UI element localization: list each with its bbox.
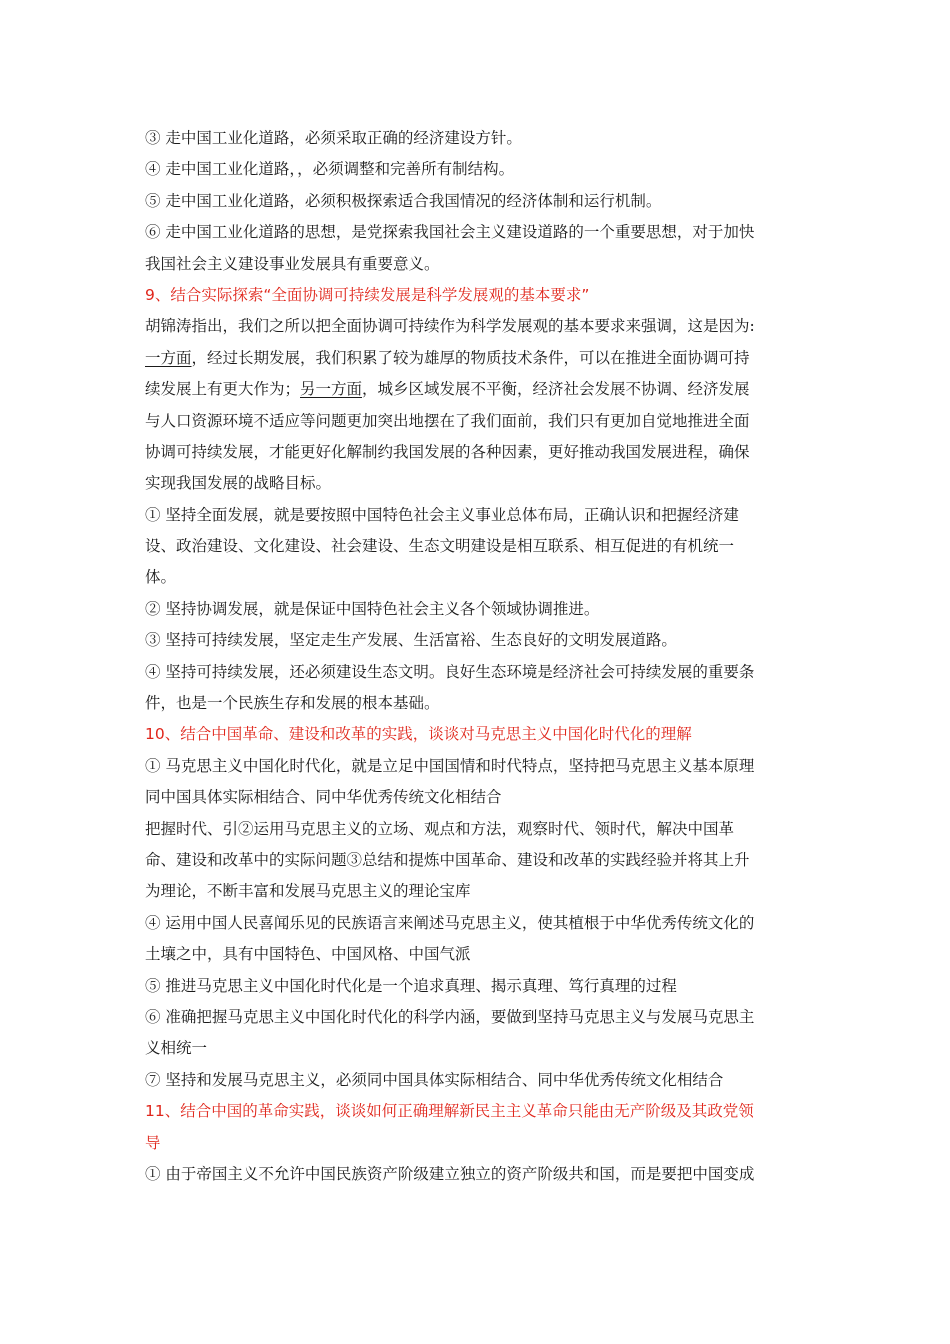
text-line	[145, 374, 810, 405]
text-run: 我国社会主义建设事业发展具有重要意义。	[145, 254, 440, 273]
text-run: ④ 运用中国人民喜闻乐见的民族语言来阐述马克思主义，使其植根于中华优秀传统文化的	[145, 913, 755, 932]
text-run: 为理论，不断丰富和发展马克思主义的理论宝库	[145, 882, 471, 901]
text-run: 土壤之中，具有中国特色、中国风格、中国气派	[145, 945, 471, 964]
text-line	[145, 1002, 810, 1033]
text-line	[145, 186, 810, 217]
text-run: 义相统一	[145, 1039, 208, 1058]
text-line	[145, 154, 810, 185]
text-run: ① 马克思主义中国化时代化，就是立足中国国情和时代特点，坚持把马克思主义基本原理	[145, 756, 755, 775]
underlined-phrase: 另一方面	[300, 380, 363, 399]
text-run: 10、结合中国革命、建设和改革的实践，谈谈对马克思主义中国化时代化的理解	[145, 725, 692, 744]
text-run: ⑦ 坚持和发展马克思主义，必须同中国具体实际相结合、同中华优秀传统文化相结合	[145, 1070, 724, 1089]
text-run: ⑥ 准确把握马克思主义中国化时代化的科学内涵，要做到坚持马克思主义与发展马克思主	[145, 1007, 755, 1026]
text-line	[145, 1159, 810, 1190]
text-run: ② 坚持协调发展，就是保证中国特色社会主义各个领域协调推进。	[145, 599, 600, 618]
text-line	[145, 311, 810, 342]
section-heading	[145, 719, 810, 750]
text-run: 胡锦涛指出，我们之所以把全面协调可持续作为科学发展观的基本要求来强调，这是因为:	[145, 317, 755, 336]
text-run: 与人口资源环境不适应等问题更加突出地摆在了我们面前，我们只有更加自觉地推进全面	[145, 411, 750, 430]
text-line	[145, 845, 810, 876]
text-run: 协调可持续发展，才能更好化解制约我国发展的各种因素，更好推动我国发展进程，确保	[145, 442, 750, 461]
text-run: ③ 坚持可持续发展，坚定走生产发展、生活富裕、生态良好的文明发展道路。	[145, 631, 677, 650]
text-run: ① 坚持全面发展，就是要按照中国特色社会主义事业总体布局，正确认识和把握经济建	[145, 505, 739, 524]
text-run: 把握时代、引②运用马克思主义的立场、观点和方法，观察时代、领时代，解决中国革	[145, 819, 735, 838]
text-line	[145, 343, 810, 374]
text-line	[145, 908, 810, 939]
text-line	[145, 531, 810, 562]
section-heading	[145, 1128, 810, 1159]
text-run: 体。	[145, 568, 177, 587]
text-line	[145, 217, 810, 248]
text-line	[145, 594, 810, 625]
text-line	[145, 971, 810, 1002]
text-run: ，城乡区域发展不平衡，经济社会发展不协调、经济发展	[362, 380, 750, 399]
section-heading	[145, 1096, 810, 1127]
text-run: ① 由于帝国主义不允许中国民族资产阶级建立独立的资产阶级共和国，而是要把中国变成	[145, 1164, 755, 1183]
text-line	[145, 437, 810, 468]
text-line	[145, 751, 810, 782]
text-line	[145, 1065, 810, 1096]
text-line	[145, 939, 810, 970]
text-run: 导	[145, 1133, 161, 1152]
text-run: ④ 走中国工业化道路，，必须调整和完善所有制结构。	[145, 160, 515, 179]
underlined-phrase: 一方面	[145, 348, 192, 367]
text-run: 设、政治建设、文化建设、社会建设、生态文明建设是相互联系、相互促进的有机统一	[145, 537, 735, 556]
section-heading	[145, 280, 810, 311]
text-run: ，经过长期发展，我们积累了较为雄厚的物质技术条件，可以在推进全面协调可持	[191, 348, 750, 367]
text-run: 同中国具体实际相结合、同中华优秀传统文化相结合	[145, 788, 502, 807]
document-body	[145, 123, 810, 1190]
text-line	[145, 468, 810, 499]
text-run: ⑥ 走中国工业化道路的思想，是党探索我国社会主义建设道路的一个重要思想，对于加快	[145, 223, 755, 242]
text-run: 续发展上有更大作为；	[145, 380, 301, 399]
text-run: ④ 坚持可持续发展，还必须建设生态文明。良好生态环境是经济社会可持续发展的重要条	[145, 662, 755, 681]
text-run: 9、结合实际探索“全面协调可持续发展是科学发展观的基本要求”	[145, 285, 590, 304]
text-line	[145, 625, 810, 656]
text-run: ⑤ 推进马克思主义中国化时代化是一个追求真理、揭示真理、笃行真理的过程	[145, 976, 677, 995]
text-line	[145, 406, 810, 437]
text-line	[145, 814, 810, 845]
text-run: ③ 走中国工业化道路，必须采取正确的经济建设方针。	[145, 129, 522, 147]
text-line	[145, 876, 810, 907]
text-run: 命、建设和改革中的实际问题③总结和提炼中国革命、建设和改革的实践经验并将其上升	[145, 850, 750, 869]
text-run: 实现我国发展的战略目标。	[145, 474, 332, 493]
text-line	[145, 688, 810, 719]
text-line	[145, 657, 810, 688]
text-run: ⑤ 走中国工业化道路，必须积极探索适合我国情况的经济体制和运行机制。	[145, 191, 662, 210]
text-line	[145, 249, 810, 280]
text-line	[145, 562, 810, 593]
text-line	[145, 782, 810, 813]
text-run: 11、结合中国的革命实践，谈谈如何正确理解新民主主义革命只能由无产阶级及其政党领	[145, 1102, 754, 1121]
text-line	[145, 500, 810, 531]
text-run: 件，也是一个民族生存和发展的根本基础。	[145, 694, 440, 713]
text-line	[145, 123, 810, 154]
text-line	[145, 1033, 810, 1064]
